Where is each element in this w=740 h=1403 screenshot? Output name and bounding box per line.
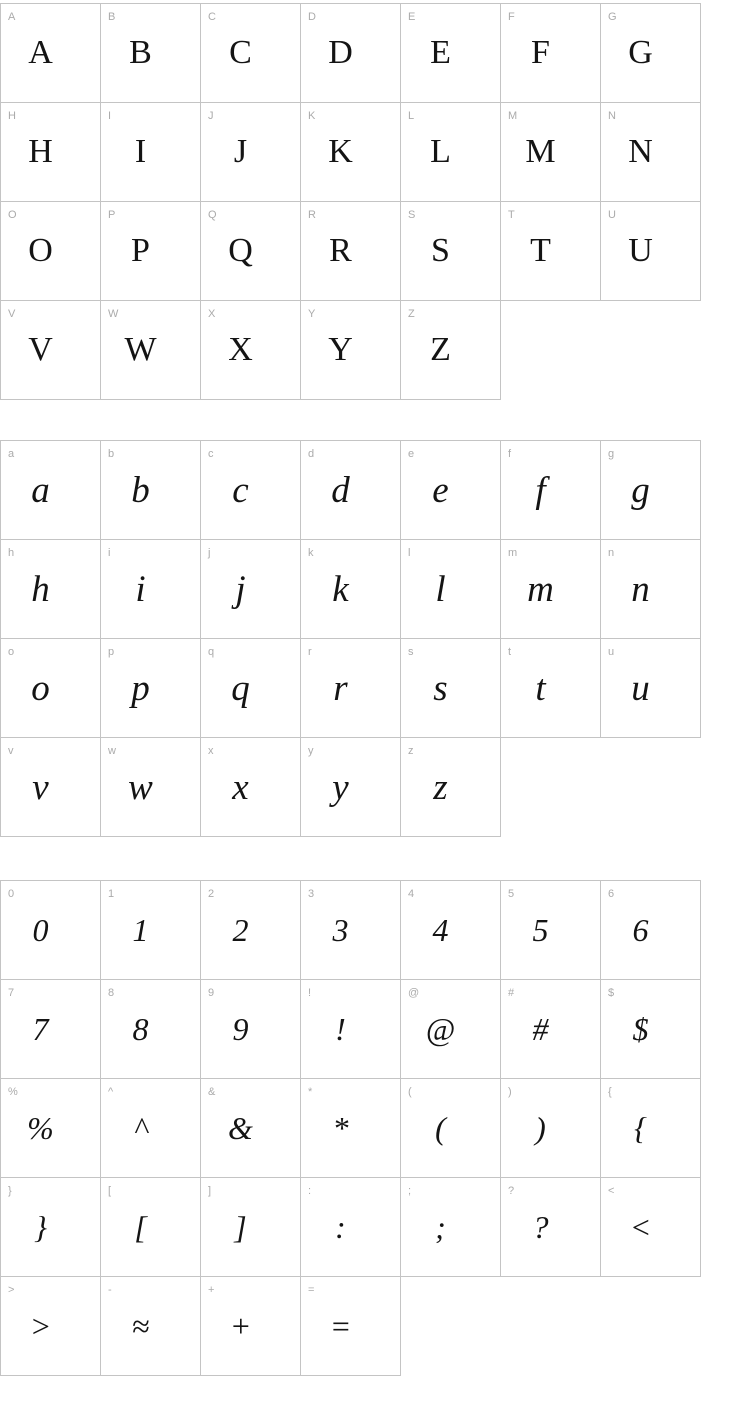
glyph-cell-label: = [308, 1284, 315, 1296]
glyph-row [0, 738, 740, 837]
glyph-cell-label: q [208, 646, 215, 658]
glyph-preview: % [27, 1110, 54, 1146]
glyph-cell [0, 440, 101, 540]
glyph-preview: k [332, 568, 349, 610]
glyph-preview: e [432, 469, 449, 511]
glyph-cell [0, 201, 101, 301]
glyph-cell [0, 1078, 101, 1178]
glyph-cell-label: e [408, 448, 415, 460]
glyph-cell [100, 1276, 201, 1376]
glyph-cell-label: f [508, 448, 512, 460]
glyph-preview: G [628, 34, 653, 71]
glyph-cell [400, 3, 501, 103]
glyph-preview: s [433, 667, 448, 709]
glyph-row [0, 301, 740, 400]
glyph-preview: u [631, 667, 650, 709]
glyph-cell-label: N [608, 110, 616, 122]
glyph-preview: i [135, 568, 146, 610]
glyph-cell-label: B [108, 11, 116, 23]
glyph-cell [0, 1177, 101, 1277]
glyph-cell [300, 300, 401, 400]
glyph-cell [600, 880, 701, 980]
glyph-preview: q [231, 667, 250, 709]
glyph-cell-label: * [308, 1086, 313, 1098]
glyph-preview: 7 [32, 1011, 49, 1047]
glyph-preview: & [228, 1110, 253, 1146]
glyph-cell-label: 1 [108, 888, 115, 900]
glyph-cell [400, 539, 501, 639]
glyph-cell [100, 440, 201, 540]
glyph-cell [400, 201, 501, 301]
glyph-cell [400, 102, 501, 202]
glyph-cell [200, 1276, 301, 1376]
glyph-preview: D [328, 34, 353, 71]
glyph-cell [100, 1177, 201, 1277]
glyph-cell-label: ^ [108, 1086, 114, 1098]
glyph-cell-label: 0 [8, 888, 15, 900]
glyph-preview: { [634, 1110, 647, 1146]
glyph-cell-label: F [508, 11, 515, 23]
glyph-cell-label: $ [608, 987, 615, 999]
glyph-row [0, 1079, 740, 1178]
glyph-preview: + [229, 1308, 252, 1344]
glyph-cell [200, 201, 301, 301]
glyph-cell [300, 1177, 401, 1277]
glyph-preview: 0 [32, 912, 49, 948]
glyph-cell [600, 201, 701, 301]
glyph-preview: [ [134, 1209, 147, 1245]
glyph-preview: ≈ [131, 1308, 150, 1344]
glyph-preview: g [631, 469, 650, 511]
glyph-row [0, 880, 740, 980]
glyph-cell-label: Q [208, 209, 217, 221]
glyph-cell [100, 201, 201, 301]
glyph-cell-label: v [8, 745, 14, 757]
glyph-preview: # [532, 1011, 549, 1047]
glyph-cell-label: x [208, 745, 214, 757]
glyph-cell-label: z [408, 745, 414, 757]
glyph-cell-label: % [8, 1086, 18, 1098]
glyph-preview: m [527, 568, 554, 610]
glyph-preview: < [629, 1209, 652, 1245]
glyph-preview: N [628, 133, 653, 170]
glyph-cell-label: ] [208, 1185, 212, 1197]
glyph-cell-label: 9 [208, 987, 215, 999]
glyph-cell-label: g [608, 448, 615, 460]
glyph-cell-label: E [408, 11, 416, 23]
glyph-cell-label: Y [308, 308, 316, 320]
glyph-cell-label: H [8, 110, 16, 122]
glyph-cell [500, 201, 601, 301]
glyph-row [0, 3, 740, 103]
glyph-cell [300, 880, 401, 980]
glyph-cell [100, 638, 201, 738]
glyph-row [0, 1277, 740, 1376]
character-map [0, 3, 740, 1376]
glyph-cell-label: d [308, 448, 315, 460]
glyph-cell-label: h [8, 547, 15, 559]
glyph-cell-label: { [608, 1086, 612, 1098]
glyph-preview: A [28, 34, 53, 71]
glyph-cell [500, 539, 601, 639]
symbols-glyph-grid [0, 880, 740, 1376]
glyph-preview: ^ [133, 1110, 148, 1146]
glyph-cell-label: i [108, 547, 111, 559]
glyph-cell-label: L [408, 110, 415, 122]
glyph-cell [0, 638, 101, 738]
glyph-preview: ) [535, 1110, 546, 1146]
glyph-cell [600, 979, 701, 1079]
glyph-cell-label: 7 [8, 987, 15, 999]
glyph-row [0, 440, 740, 540]
glyph-cell-label: p [108, 646, 115, 658]
glyph-cell-label: G [608, 11, 617, 23]
glyph-cell-label: : [308, 1185, 312, 1197]
glyph-cell [600, 3, 701, 103]
glyph-preview: S [431, 232, 450, 269]
glyph-cell [300, 1078, 401, 1178]
glyph-cell-label: y [308, 745, 314, 757]
glyph-cell [100, 102, 201, 202]
glyph-cell-label: - [108, 1284, 112, 1296]
glyph-preview: U [628, 232, 653, 269]
glyph-preview: 2 [232, 912, 249, 948]
glyph-cell [300, 102, 401, 202]
glyph-row [0, 202, 740, 301]
glyph-preview: a [31, 469, 50, 511]
glyph-preview: P [131, 232, 150, 269]
glyph-preview: n [631, 568, 650, 610]
glyph-preview: K [328, 133, 353, 170]
glyph-preview: o [31, 667, 50, 709]
glyph-cell [100, 737, 201, 837]
glyph-preview: J [233, 133, 248, 170]
glyph-cell-label: [ [108, 1185, 112, 1197]
glyph-cell [200, 1078, 301, 1178]
glyph-cell-label: 8 [108, 987, 115, 999]
glyph-preview: 5 [532, 912, 549, 948]
glyph-preview: ( [435, 1110, 446, 1146]
glyph-preview: L [430, 133, 451, 170]
glyph-cell [400, 1078, 501, 1178]
glyph-cell [500, 880, 601, 980]
glyph-cell-label: u [608, 646, 615, 658]
glyph-preview: t [535, 667, 546, 709]
glyph-cell-label: w [108, 745, 116, 757]
glyph-cell-label: ) [508, 1086, 512, 1098]
glyph-cell-label: 6 [608, 888, 615, 900]
glyph-cell-label: A [8, 11, 16, 23]
glyph-cell-label: 2 [208, 888, 215, 900]
glyph-preview: Z [430, 331, 451, 368]
glyph-cell [200, 539, 301, 639]
glyph-cell-label: + [208, 1284, 215, 1296]
glyph-cell [0, 979, 101, 1079]
glyph-preview: M [525, 133, 556, 170]
glyph-cell [300, 3, 401, 103]
glyph-cell [200, 979, 301, 1079]
glyph-preview: z [433, 766, 448, 808]
glyph-preview: $ [632, 1011, 649, 1047]
glyph-preview: Q [228, 232, 253, 269]
glyph-cell-label: ( [408, 1086, 412, 1098]
glyph-cell [500, 3, 601, 103]
glyph-row [0, 1178, 740, 1277]
glyph-cell [400, 880, 501, 980]
glyph-cell [500, 979, 601, 1079]
glyph-cell [200, 300, 301, 400]
glyph-cell [200, 102, 301, 202]
glyph-cell-label: } [8, 1185, 12, 1197]
glyph-cell [400, 300, 501, 400]
glyph-cell [600, 1177, 701, 1277]
glyph-cell [0, 539, 101, 639]
glyph-cell [0, 1276, 101, 1376]
glyph-cell [100, 300, 201, 400]
glyph-cell-label: P [108, 209, 116, 221]
glyph-preview: p [131, 667, 150, 709]
glyph-cell-label: Z [408, 308, 415, 320]
glyph-cell [300, 1276, 401, 1376]
glyph-cell [600, 539, 701, 639]
glyph-cell-label: k [308, 547, 314, 559]
glyph-cell [100, 3, 201, 103]
glyph-cell-label: < [608, 1185, 615, 1197]
glyph-cell [400, 979, 501, 1079]
glyph-preview: V [28, 331, 53, 368]
glyph-cell [100, 1078, 201, 1178]
glyph-cell [100, 880, 201, 980]
glyph-cell [0, 102, 101, 202]
glyph-preview: r [333, 667, 348, 709]
glyph-cell [300, 539, 401, 639]
glyph-preview: x [232, 766, 249, 808]
glyph-cell [400, 1177, 501, 1277]
glyph-cell [500, 440, 601, 540]
glyph-preview: : [335, 1209, 346, 1245]
glyph-preview: T [530, 232, 551, 269]
glyph-cell-label: n [608, 547, 615, 559]
glyph-cell-label: D [308, 11, 316, 23]
glyph-preview: I [134, 133, 147, 170]
glyph-preview: 3 [332, 912, 349, 948]
glyph-cell [400, 440, 501, 540]
glyph-cell-label: a [8, 448, 15, 460]
glyph-cell-label: W [108, 308, 119, 320]
glyph-cell-label: X [208, 308, 216, 320]
glyph-preview: d [331, 469, 350, 511]
glyph-cell-label: U [608, 209, 616, 221]
glyph-preview: } [34, 1209, 47, 1245]
glyph-cell [600, 1078, 701, 1178]
glyph-cell [200, 638, 301, 738]
glyph-cell-label: J [208, 110, 214, 122]
glyph-cell [500, 102, 601, 202]
glyph-cell-label: r [308, 646, 312, 658]
glyph-cell [200, 3, 301, 103]
glyph-preview: ; [435, 1209, 446, 1245]
glyph-cell [0, 3, 101, 103]
glyph-cell-label: C [208, 11, 216, 23]
glyph-cell-label: 3 [308, 888, 315, 900]
glyph-preview: 8 [132, 1011, 149, 1047]
glyph-cell-label: V [8, 308, 16, 320]
glyph-cell-label: O [8, 209, 17, 221]
glyph-cell-label: @ [408, 987, 420, 999]
glyph-preview: c [232, 469, 249, 511]
glyph-preview: ] [234, 1209, 247, 1245]
glyph-preview: = [329, 1308, 352, 1344]
glyph-preview: H [28, 133, 53, 170]
glyph-preview: j [235, 568, 246, 610]
glyph-cell [600, 440, 701, 540]
glyph-cell [0, 737, 101, 837]
glyph-preview: C [229, 34, 252, 71]
glyph-cell [200, 880, 301, 980]
glyph-cell-label: T [508, 209, 515, 221]
lowercase-glyph-grid [0, 440, 740, 837]
glyph-cell-label: 4 [408, 888, 415, 900]
glyph-cell-label: S [408, 209, 416, 221]
glyph-cell-label: b [108, 448, 115, 460]
glyph-cell-label: m [508, 547, 518, 559]
glyph-cell-label: j [208, 547, 211, 559]
glyph-cell [300, 737, 401, 837]
glyph-preview: E [430, 34, 451, 71]
glyph-preview: O [28, 232, 53, 269]
glyph-cell [0, 300, 101, 400]
glyph-cell-label: s [408, 646, 414, 658]
glyph-preview: 6 [632, 912, 649, 948]
glyph-cell-label: # [508, 987, 515, 999]
glyph-cell-label: K [308, 110, 316, 122]
glyph-cell [300, 979, 401, 1079]
glyph-cell [500, 1078, 601, 1178]
glyph-preview: b [131, 469, 150, 511]
glyph-cell-label: & [208, 1086, 216, 1098]
glyph-cell-label: > [8, 1284, 15, 1296]
glyph-cell [100, 539, 201, 639]
glyph-preview: ? [532, 1209, 549, 1245]
glyph-cell [300, 201, 401, 301]
glyph-preview: Y [328, 331, 353, 368]
glyph-cell-label: c [208, 448, 214, 460]
glyph-preview: 9 [232, 1011, 249, 1047]
uppercase-glyph-grid [0, 3, 740, 400]
glyph-cell-label: o [8, 646, 15, 658]
glyph-preview: 4 [432, 912, 449, 948]
glyph-cell-label: l [408, 547, 411, 559]
glyph-preview: > [29, 1308, 52, 1344]
glyph-cell [500, 638, 601, 738]
glyph-cell [200, 440, 301, 540]
glyph-cell-label: ? [508, 1185, 515, 1197]
glyph-cell [200, 1177, 301, 1277]
glyph-cell-label: I [108, 110, 112, 122]
glyph-preview: v [32, 766, 49, 808]
glyph-cell-label: R [308, 209, 316, 221]
glyph-cell-label: t [508, 646, 512, 658]
glyph-row [0, 639, 740, 738]
glyph-preview: R [329, 232, 352, 269]
glyph-preview: w [128, 766, 153, 808]
glyph-cell [500, 1177, 601, 1277]
glyph-row [0, 980, 740, 1079]
glyph-preview: @ [425, 1011, 456, 1047]
glyph-preview: B [129, 34, 152, 71]
glyph-cell [600, 638, 701, 738]
glyph-preview: l [435, 568, 446, 610]
glyph-cell [400, 638, 501, 738]
glyph-cell-label: ; [408, 1185, 412, 1197]
glyph-row [0, 103, 740, 202]
glyph-cell-label: M [508, 110, 518, 122]
glyph-preview: W [124, 331, 157, 368]
glyph-preview: 1 [132, 912, 149, 948]
glyph-preview: X [228, 331, 253, 368]
glyph-preview: * [332, 1110, 349, 1146]
glyph-cell [200, 737, 301, 837]
glyph-cell [0, 880, 101, 980]
glyph-cell-label: ! [308, 987, 312, 999]
glyph-preview: f [535, 469, 546, 511]
glyph-preview: h [31, 568, 50, 610]
glyph-cell [400, 737, 501, 837]
glyph-row [0, 540, 740, 639]
glyph-cell-label: 5 [508, 888, 515, 900]
glyph-preview: F [531, 34, 550, 71]
glyph-cell [600, 102, 701, 202]
glyph-preview: y [332, 766, 349, 808]
glyph-cell [300, 638, 401, 738]
glyph-cell [300, 440, 401, 540]
glyph-cell [100, 979, 201, 1079]
glyph-preview: ! [335, 1011, 346, 1047]
